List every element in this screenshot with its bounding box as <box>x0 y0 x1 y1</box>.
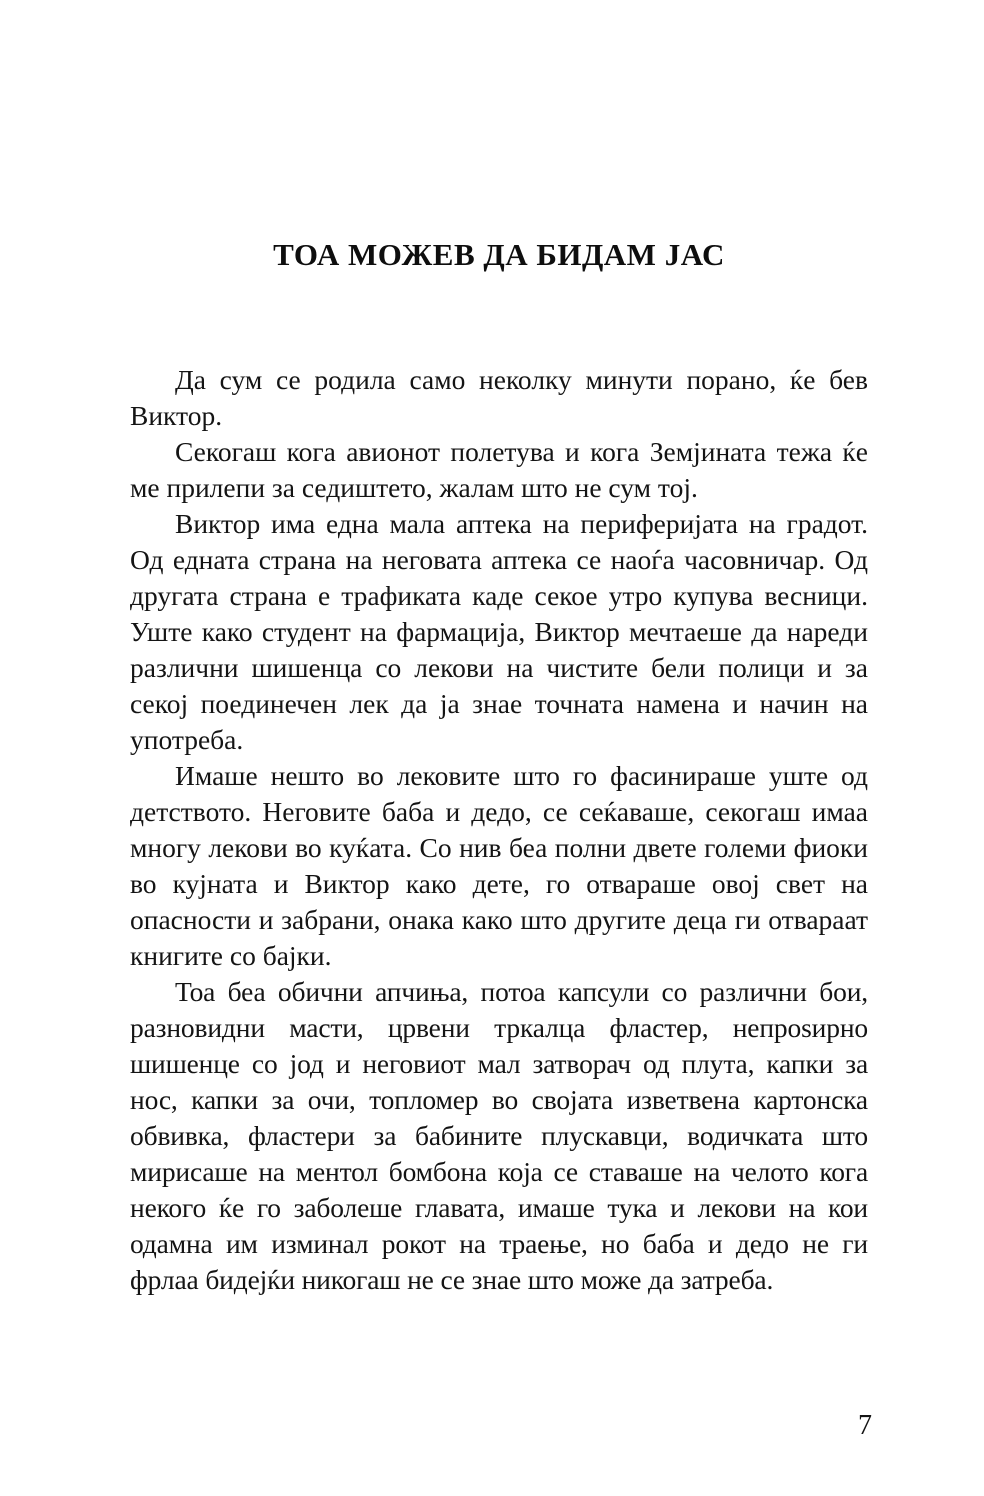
paragraph: Имаше нешто во лековите што го фасинираше уште од детството. Неговите баба и дедо, се сеќаваше, секогаш имаа многу лекови во куќата. Со нив беа полни двете големи фиоки во кујната и Виктор како дете, го отвараше овој свет на опасности и забрани, онака како што другите деца ги отвараат книгите со бајки. <box>130 760 868 971</box>
body-text-block <box>130 362 868 1298</box>
page-title: ТОА МОЖЕВ ДА БИДАМ ЈАС <box>273 237 725 272</box>
page-number: 7 <box>858 1410 872 1441</box>
paragraph: Секогаш кога авионот полетува и кога Земјината тежа ќе ме прилепи за седиштето, жалам што не сум тој. <box>130 436 868 503</box>
paragraph: Тоа беа обични апчиња, потоа капсули со различни бои, разновидни масти, црвени тркалца фластер, непроѕирно шишенце со јод и неговиот мал затворач од плута, капки за нос, капки за очи, топломер во својата изветвена картонска обвивка, фластери за бабините плускавци, водичката што мирисаше на ментол бомбона која се ставаше на челото кога некого ќе го заболеше главата, имаше тука и лекови на кои одамна им изминал рокот на траење, но баба и дедо не ги фрлаа бидејќи никогаш не се знае што може да затреба. <box>130 976 868 1295</box>
paragraph: Виктор има една мала аптека на периферијата на градот. Од едната страна на неговата аптека се наоѓа часовничар. Од другата страна е трафиката каде секое утро купува весници. Уште како студент на фармација, Виктор мечтаеше да нареди различни шишенца со лекови на чистите бели полици и за секој поединечен лек да ја знае точната намена и начин на употреба. <box>130 508 868 755</box>
paragraph: Да сум се родила само неколку минути порано, ќе бев Виктор. <box>130 364 868 431</box>
